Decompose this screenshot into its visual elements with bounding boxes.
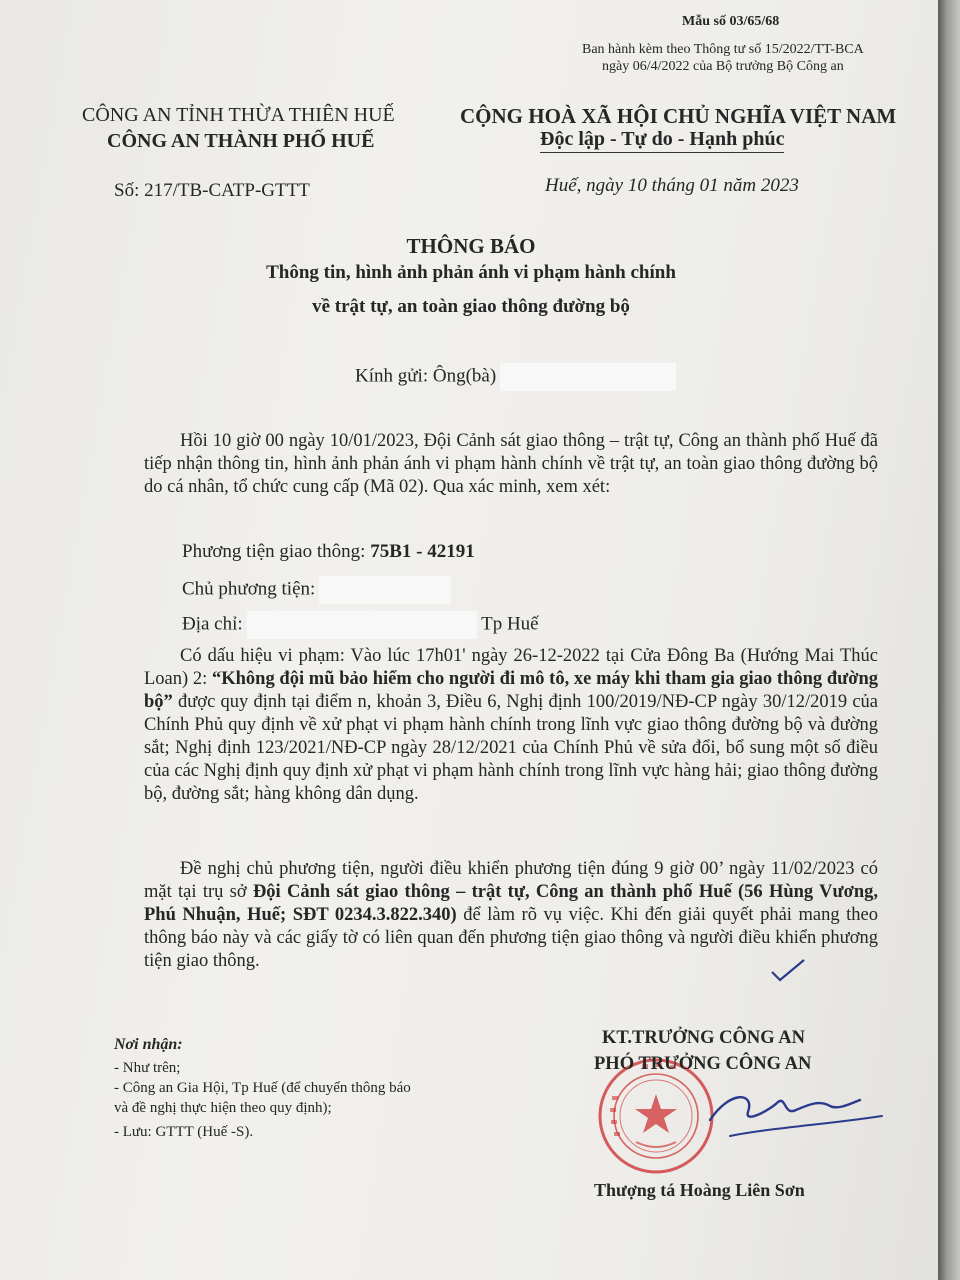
paragraph-receipt: Hồi 10 giờ 00 ngày 10/01/2023, Đội Cảnh sát giao thông – trật tự, Công an thành phố Huế đã tiếp nhận thông tin, hình ảnh phản ánh vi phạm hành chính về trật tự, an toàn giao thông đường bộ do cá nhân, tổ chức cung cấp (Mã 02). Qua xác minh, xem xét: [144,431,878,497]
recipients-title: Nơi nhận: [114,1036,183,1053]
background-edge [938,0,960,1280]
redacted-block [247,611,477,639]
recipient-item: và đề nghị thực hiện theo quy định); [114,1100,332,1116]
document-subtitle-1: Thông tin, hình ảnh phản ánh vi phạm hành chính [266,262,676,283]
signature-title-1: KT.TRƯỞNG CÔNG AN [602,1028,805,1048]
recipient-line [355,363,676,391]
address-city: Tp Huế [481,613,539,635]
address-label: Địa chỉ: [182,613,243,635]
request-office: Đội Cảnh sát giao thông – trật tự, Công an thành phố Huế (56 Hùng Vương, Phú Nhuận, Huế; SĐT 0234.3.822.340) [144,882,878,925]
vehicle-plate: 75B1 - 42191 [370,541,475,562]
country-name: CỘNG HOÀ XÃ HỘI CHỦ NGHĨA VIỆT NAM [460,104,897,128]
recipient-item: - Như trên; [114,1060,181,1076]
agency-name: CÔNG AN THÀNH PHỐ HUẾ [107,130,375,152]
violation-text-a: Có dấu hiệu vi phạm: Vào lúc 17h01' ngày 26-12-2022 tại Cửa Đông Ba (Hướng Mai Thúc Loan) 2: [144,646,878,689]
place-date: Huế, ngày 10 tháng 01 năm 2023 [545,175,799,196]
violation-quote: “Không đội mũ bảo hiểm cho người đi mô tô, xe máy khi tham gia giao thông đường bộ” [144,669,878,712]
request-text-a: Đề nghị chủ phương tiện, người điều khiển phương tiện đúng 9 giờ 00’ ngày 11/02/2023 có mặt tại trụ sở [144,859,878,902]
vehicle-label: Phương tiện giao thông: [182,541,366,562]
form-number: Mẫu số 03/65/68 [682,14,780,29]
form-issued-line-1: Ban hành kèm theo Thông tư số 15/2022/TT-BCA [582,42,864,57]
national-motto: Độc lập - Tự do - Hạnh phúc [540,128,784,153]
document-title: THÔNG BÁO [406,234,536,258]
agency-parent: CÔNG AN TỈNH THỪA THIÊN HUẾ [82,104,395,126]
recipient-item: - Công an Gia Hội, Tp Huế (để chuyển thông báo [114,1080,411,1096]
document-subtitle-2: về trật tự, an toàn giao thông đường bộ [312,296,630,317]
signature-title-2: PHÓ TRƯỞNG CÔNG AN [594,1054,812,1074]
violation-text-b: được quy định tại điểm n, khoản 3, Điều 6, Nghị định 100/2019/NĐ-CP ngày 30/12/2019 của Chính Phủ quy định về xử phạt vi phạm hành chính trong lĩnh vực giao thông đường bộ và đường sắt; Nghị định 123/2021/NĐ-CP ngày 28/12/2021 của Chính Phủ về sửa đổi, bổ sung một số điều của các Nghị định quy định xử phạt vi phạm hành chính trong lĩnh vực hàng hải; giao thông đường bộ, đường sắt; hàng không dân dụng. [144,692,878,804]
checkmark-icon [768,956,808,984]
signer-name: Thượng tá Hoàng Liên Sơn [594,1180,805,1200]
paragraph-violation [144,645,878,806]
form-issued-line-2: ngày 06/4/2022 của Bộ trưởng Bộ Công an [602,59,844,74]
redacted-block [319,576,451,604]
vehicle-line [182,541,475,563]
address-line [182,611,539,639]
request-text-b: để làm rõ vụ việc. Khi đến giải quyết phải mang theo thông báo này và các giấy tờ có liên quan đến phương tiện giao thông và người điều khiển phương tiện giao thông. [144,905,878,971]
redacted-block [500,363,676,391]
recipient-label: Kính gửi: Ông(bà) [355,365,497,387]
owner-label: Chủ phương tiện: [182,578,316,600]
recipient-item: - Lưu: GTTT (Huế -S). [114,1124,254,1140]
owner-line [182,576,451,604]
handwritten-signature-icon [700,1080,890,1150]
document-number: Số: 217/TB-CATP-GTTT [114,180,310,201]
